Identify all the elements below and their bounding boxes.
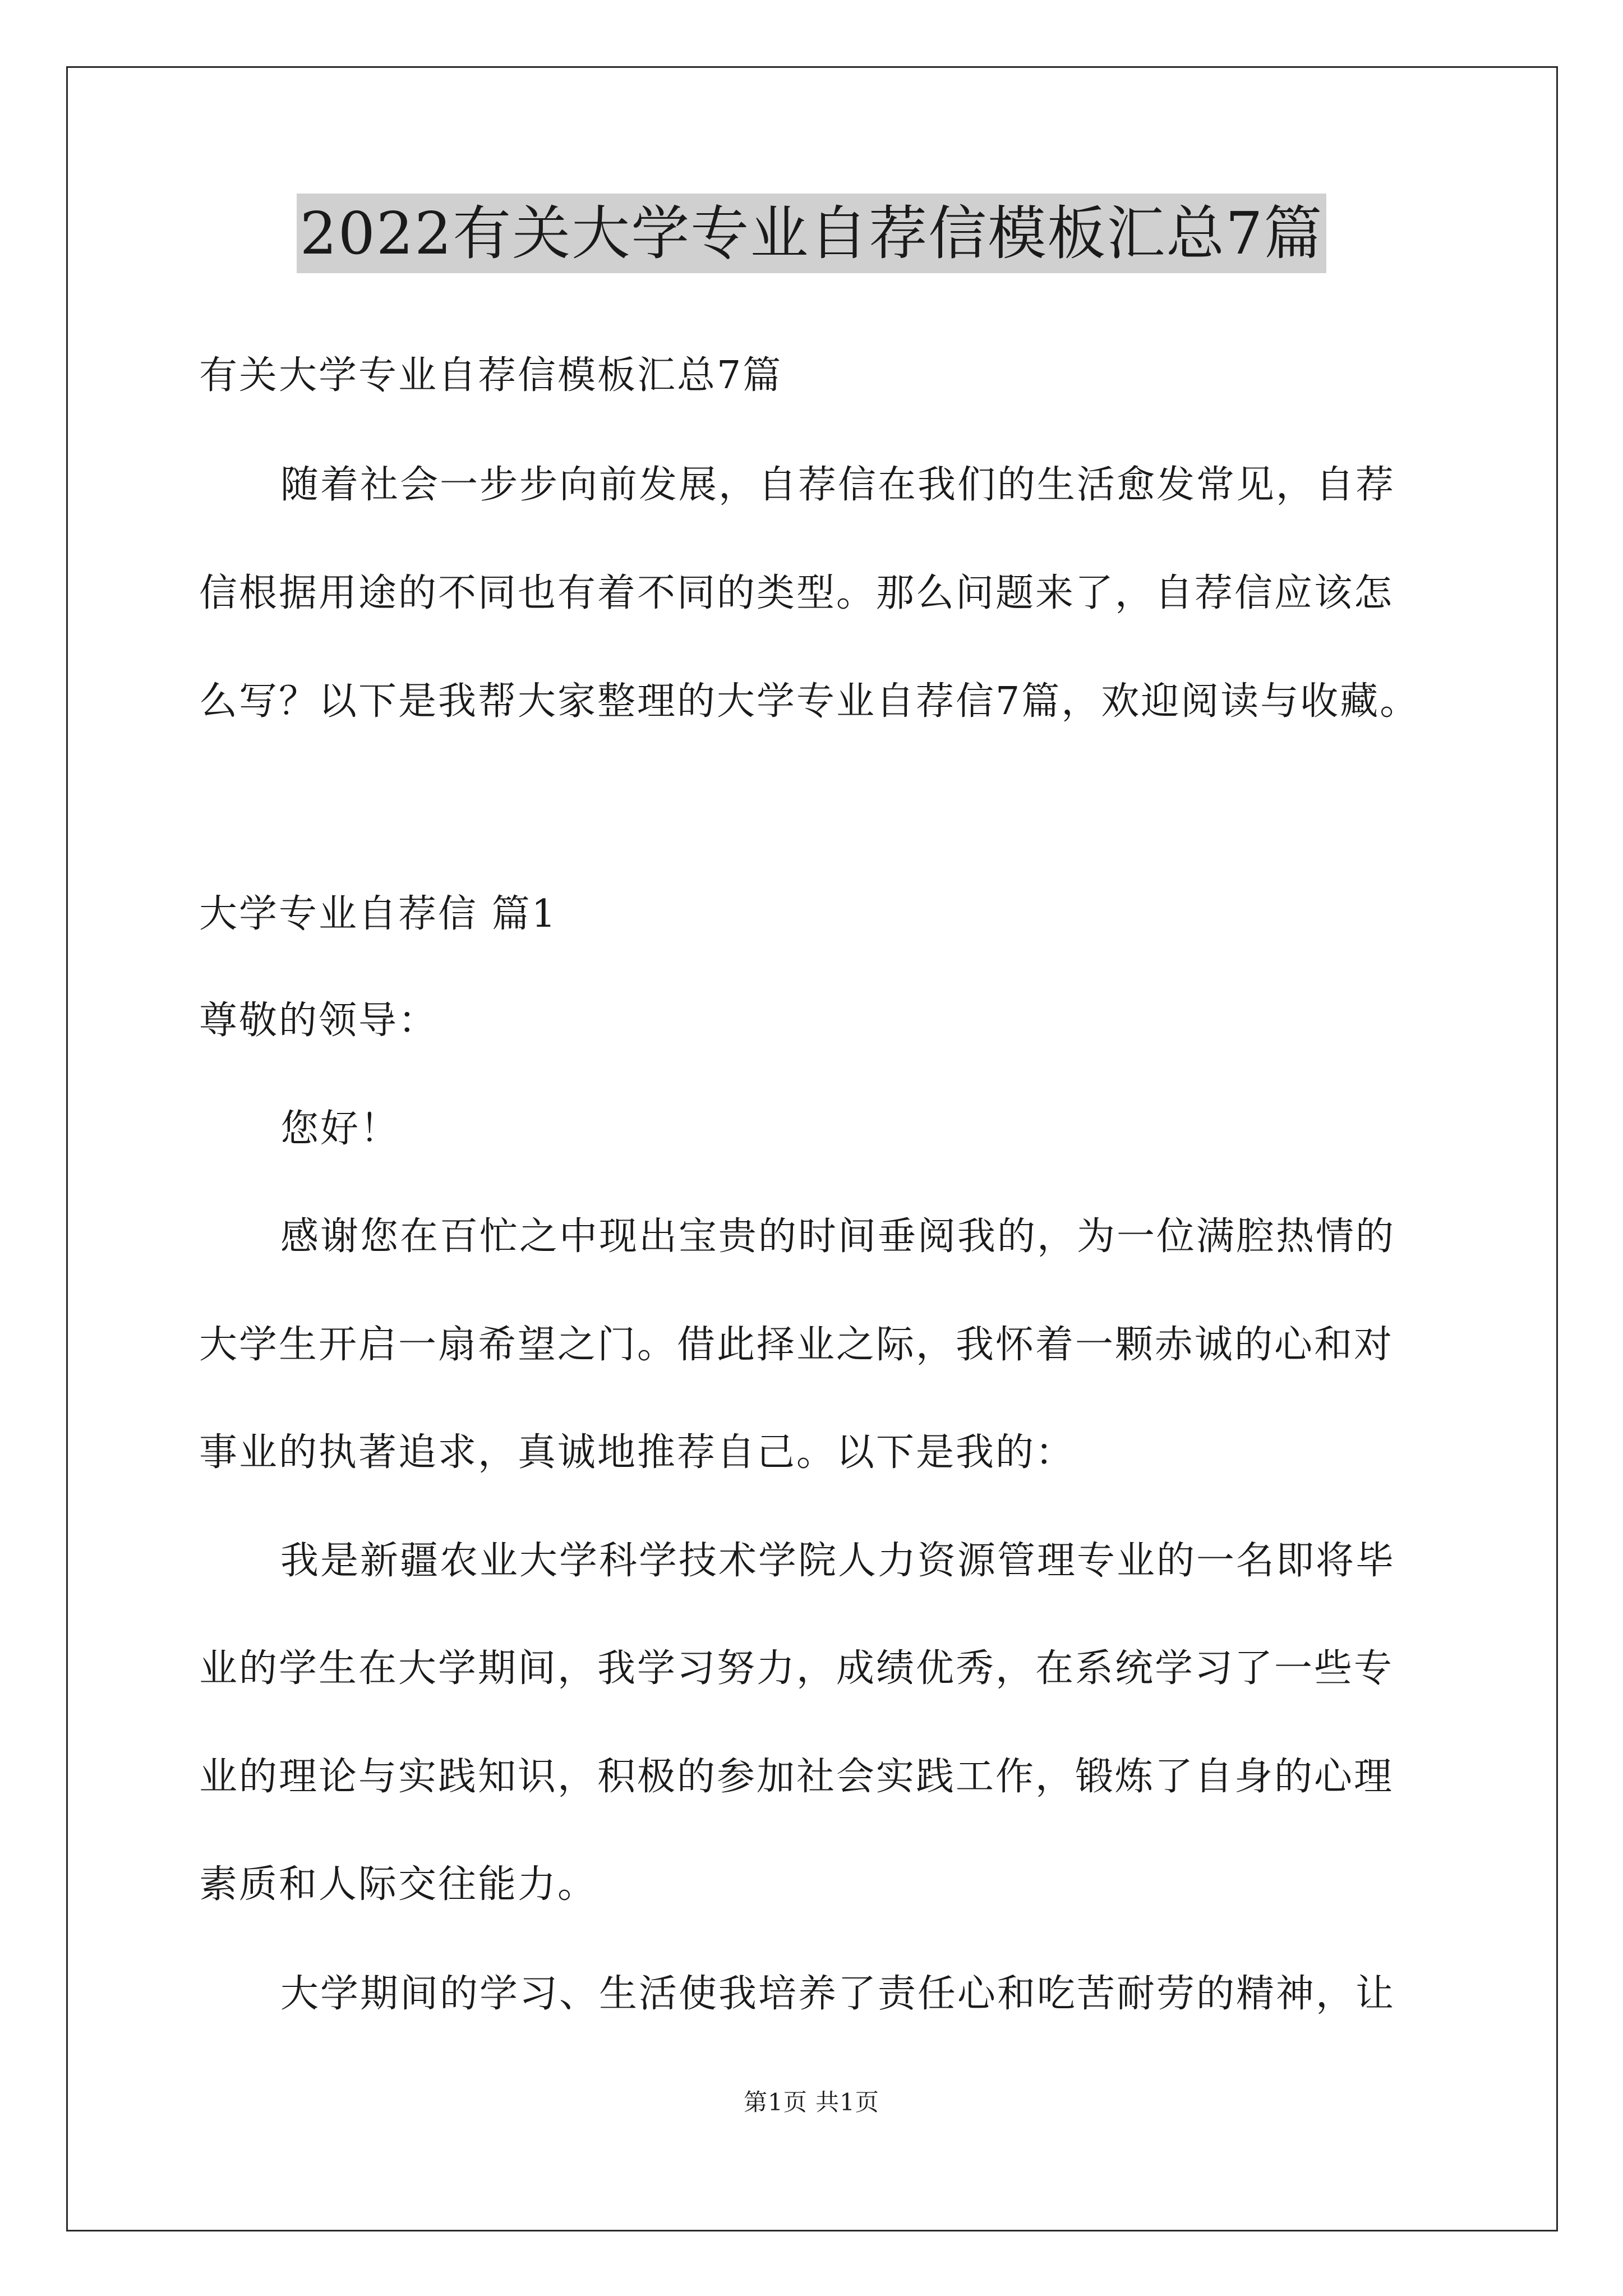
paragraph-2-line-1: 我是新疆农业大学科学技术学院人力资源管理专业的一名即将毕 — [280, 1539, 1396, 1583]
intro-line-2: 信根据用途的不同也有着不同的类型。那么问题来了，自荐信应该怎 — [199, 571, 1394, 615]
intro-line-3: 么写？以下是我帮大家整理的大学专业自荐信7篇，欢迎阅读与收藏。 — [199, 679, 1420, 724]
paragraph-2-line-3: 业的理论与实践知识，积极的参加社会实践工作，锻炼了自身的心理 — [199, 1755, 1394, 1799]
salutation: 尊敬的领导： — [199, 999, 439, 1043]
greeting: 您好！ — [280, 1107, 400, 1151]
document-subtitle: 有关大学专业自荐信模板汇总7篇 — [199, 353, 783, 398]
paragraph-3-line-1: 大学期间的学习、生活使我培养了责任心和吃苦耐劳的精神，让 — [280, 1972, 1396, 2016]
document-title: 2022有关大学专业自荐信模板汇总7篇 — [297, 194, 1327, 273]
paragraph-1-line-1: 感谢您在百忙之中现出宝贵的时间垂阅我的，为一位满腔热情的 — [280, 1214, 1396, 1259]
section-heading: 大学专业自荐信 篇1 — [199, 892, 557, 936]
paragraph-1-line-3: 事业的执著追求，真诚地推荐自己。以下是我的： — [199, 1430, 1076, 1475]
page-footer: 第1页 共1页 — [744, 2088, 879, 2116]
paragraph-2-line-2: 业的学生在大学期间，我学习努力，成绩优秀，在系统学习了一些专 — [199, 1646, 1394, 1691]
intro-line-1: 随着社会一步步向前发展，自荐信在我们的生活愈发常见，自荐 — [280, 463, 1396, 507]
paragraph-2-line-4: 素质和人际交往能力。 — [199, 1862, 598, 1907]
title-container — [0, 194, 1623, 273]
paragraph-1-line-2: 大学生开启一扇希望之门。借此择业之际，我怀着一颗赤诚的心和对 — [199, 1323, 1394, 1367]
